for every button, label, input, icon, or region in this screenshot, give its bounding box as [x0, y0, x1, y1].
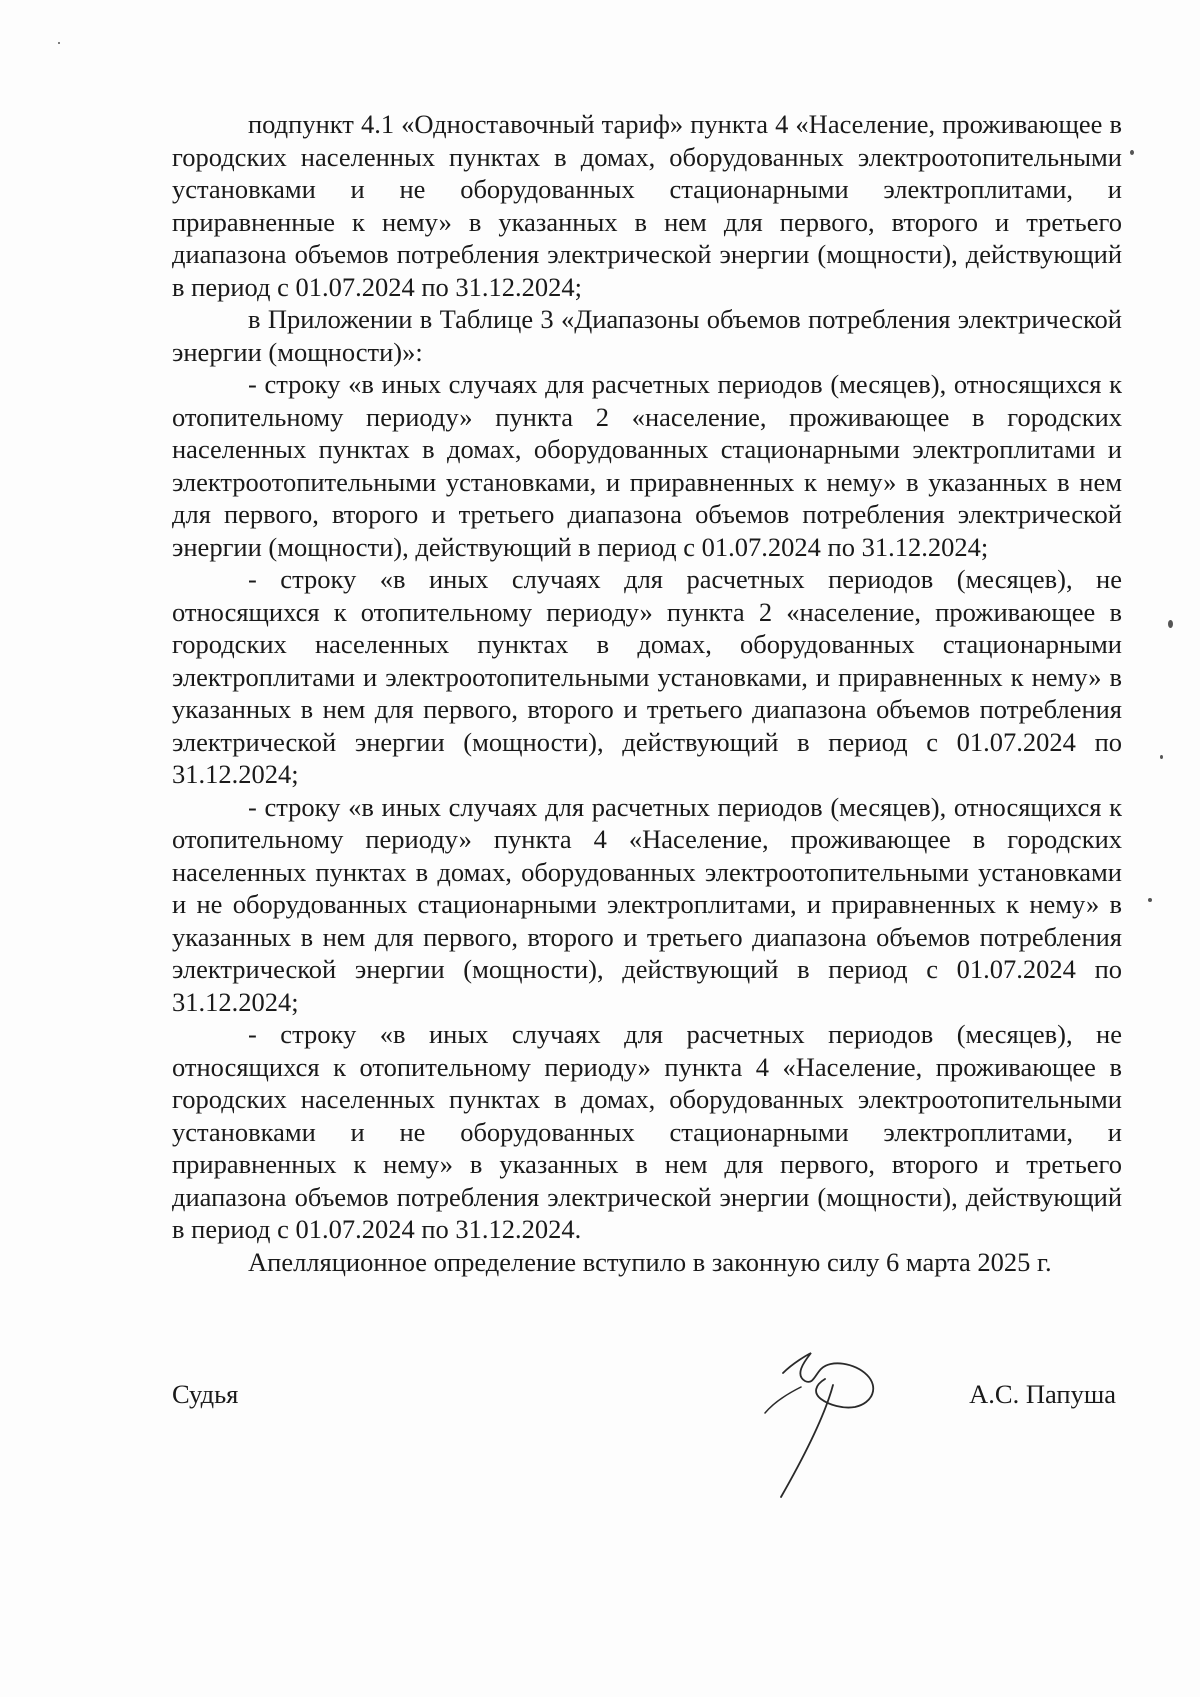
- paragraph-row-item-4-heating: - строку «в иных случаях для расчетных периодов (месяцев), относящихся к отопительному периоду» пункта 4 «Население, проживающее в городских населенных пунктах в домах, оборудованных электроотопительными установками и не оборудованных стационарными электроплитами, и приравненных к нему» в указанных в нем для первого, второго и третьего диапазона объемов потребления электрической энергии (мощности), действующий в период с 01.07.2024 по 31.12.2024;: [172, 791, 1122, 1017]
- judge-title: Судья: [172, 1379, 239, 1409]
- judge-name: А.С. Папуша: [969, 1379, 1116, 1409]
- scan-speck: [1130, 150, 1134, 155]
- scan-speck: [1148, 898, 1152, 902]
- paragraph-row-item-2-non-heating: - строку «в иных случаях для расчетных периодов (месяцев), не относящихся к отопительному периоду» пункта 2 «население, проживающее в городских населенных пунктах в домах, оборудованных стационарными электроплитами и электроотопительными установками, и приравненных к нему» в указанных в нем для первого, второго и третьего диапазона объемов потребления электрической энергии (мощности), действующий в период с 01.07.2024 по 31.12.2024;: [172, 564, 1122, 789]
- document-body: [172, 108, 1122, 1278]
- paragraph-row-item-4-non-heating: - строку «в иных случаях для расчетных периодов (месяцев), не относящихся к отопительному периоду» пункта 4 «Население, проживающее в городских населенных пунктах в домах, оборудованных электроотопительными установками и не оборудованных стационарными электроплитами, и приравненных к нему» в указанных в нем для первого, второго и третьего диапазона объемов потребления электрической энергии (мощности), действующий в период с 01.07.2024 по 31.12.2024.: [172, 1019, 1122, 1244]
- scan-speck: [1168, 620, 1173, 628]
- signature-block: [172, 1378, 1122, 1418]
- scan-speck: [58, 42, 60, 44]
- paragraph-appendix-table-3: в Приложении в Таблице 3 «Диапазоны объемов потребления электрической энергии (мощности)»:: [172, 304, 1122, 367]
- paragraph-row-item-2-heating: - строку «в иных случаях для расчетных периодов (месяцев), относящихся к отопительному периоду» пункта 2 «население, проживающее в городских населенных пунктах в домах, оборудованных стационарными электроплитами и электроотопительными установками, и приравненных к нему» в указанных в нем для первого, второго и третьего диапазона объемов потребления электрической энергии (мощности), действующий в период с 01.07.2024 по 31.12.2024;: [172, 369, 1122, 562]
- scan-speck: [1160, 755, 1163, 759]
- paragraph-subclause-4-1: подпункт 4.1 «Одноставочный тариф» пункта 4 «Население, проживающее в городских населенных пунктах в домах, оборудованных электроотопительными установками и не оборудованных стационарными электроплитами, и приравненные к нему» в указанных в нем для первого, второго и третьего диапазона объемов потребления электрической энергии (мощности), действующий в период с 01.07.2024 по 31.12.2024;: [172, 109, 1122, 302]
- paragraph-effective-date: Апелляционное определение вступило в законную силу 6 марта 2025 г.: [248, 1246, 1052, 1277]
- signature-icon: [755, 1345, 895, 1505]
